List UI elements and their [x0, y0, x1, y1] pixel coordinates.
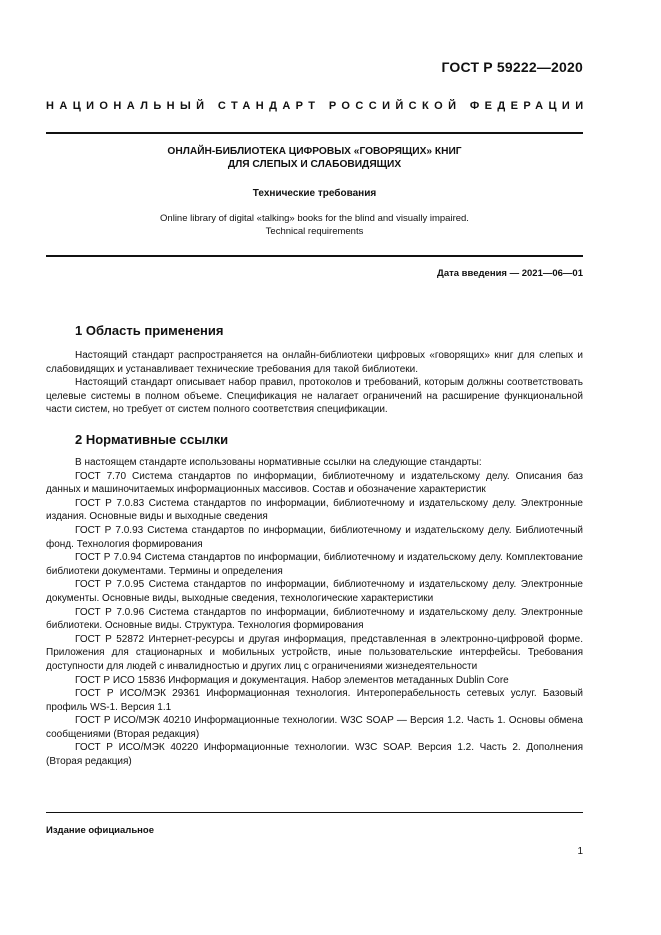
subtitle-ru: Технические требования — [252, 188, 377, 199]
official-edition-label: Издание официальное — [46, 825, 154, 836]
section-2-heading: 2 Нормативные ссылки — [75, 432, 229, 447]
title-ru — [46, 145, 583, 171]
section-1-heading: 1 Область применения — [75, 323, 224, 338]
page-number: 1 — [577, 846, 583, 857]
reference-item: ГОСТ Р ИСО/МЭК 29361 Информационная технология. Интероперабельность сетевых услуг. Базовый профиль WS-1. Версия 1.1 — [46, 688, 583, 713]
section-1-body — [46, 349, 583, 417]
reference-item: ГОСТ Р 52872 Интернет-ресурсы и другая информация, представленная в электронно-цифровой форме. Приложения для стационарных и мобильных устройств, иные пользовательские интерфейсы. Требования доступности для людей с инвалидностью и других лиц с ограничениями жизнедеятельности — [46, 633, 583, 672]
national-standard-banner: НАЦИОНАЛЬНЫЙ СТАНДАРТ РОССИЙСКОЙ ФЕДЕРАЦИИ — [46, 100, 589, 112]
header-divider — [46, 132, 583, 134]
section-2-body — [46, 456, 583, 769]
introduction-date: Дата введения — 2021—06—01 — [437, 268, 583, 279]
reference-item: ГОСТ Р ИСО 15836 Информация и документация. Набор элементов метаданных Dublin Core — [75, 674, 509, 686]
paragraph: Настоящий стандарт распространяется на онлайн-библиотеки цифровых «говорящих» книг для слепых и слабовидящих и устанавливает технические требования для такой библиотеки. — [46, 350, 583, 375]
reference-item: ГОСТ Р ИСО/МЭК 40210 Информационные технологии. W3C SOAP — Версия 1.2. Часть 1. Основы обмена сообщениями (Вторая редакция) — [46, 715, 583, 740]
title-divider — [46, 255, 583, 257]
title-en-line-1: Online library of digital «talking» books for the blind and visually impaired. — [160, 213, 469, 224]
title-en — [46, 212, 583, 238]
footer-divider — [46, 812, 583, 813]
reference-item: ГОСТ 7.70 Система стандартов по информации, библиотечному и издательскому делу. Описания баз данных и машиночитаемых информационных массивов. Состав и обозначение характеристик — [46, 470, 583, 496]
reference-item: ГОСТ Р ИСО/МЭК 40220 Информационные технологии. W3C SOAP. Версия 1.2. Часть 2. Дополнения (Вторая редакция) — [46, 742, 583, 768]
paragraph: В настоящем стандарте использованы нормативные ссылки на следующие стандарты: — [75, 457, 482, 468]
paragraph: Настоящий стандарт описывает набор правил, протоколов и требований, которым должны соответствовать целевые системы в полном объеме. Спецификация не налагает ограничений на расширение функциональной части систем, но требует от систем полного соответствия спецификации. — [46, 377, 583, 416]
reference-item: ГОСТ Р 7.0.95 Система стандартов по информации, библиотечному и издательскому делу. Электронные документы. Основные виды, выходные сведения, технологические характеристики — [46, 579, 583, 604]
document-id: ГОСТ Р 59222—2020 — [441, 59, 583, 75]
reference-item: ГОСТ Р 7.0.93 Система стандартов по информации, библиотечному и издательскому делу. Библиотечный фонд. Технология формирования — [46, 524, 583, 550]
document-page — [46, 0, 589, 935]
title-en-line-2: Technical requirements — [265, 226, 364, 237]
title-ru-line-2: ДЛЯ СЛЕПЫХ И СЛАБОВИДЯЩИХ — [227, 159, 402, 170]
reference-item: ГОСТ Р 7.0.94 Система стандартов по информации, библиотечному и издательскому делу. Комплектование библиотеки документами. Термины и определения — [46, 552, 583, 577]
title-ru-line-1: ОНЛАЙН-БИБЛИОТЕКА ЦИФРОВЫХ «ГОВОРЯЩИХ» КНИГ — [167, 146, 462, 157]
reference-item: ГОСТ Р 7.0.83 Система стандартов по информации, библиотечному и издательскому делу. Электронные издания. Основные виды и выходные сведения — [46, 497, 583, 523]
reference-item: ГОСТ Р 7.0.96 Система стандартов по информации, библиотечному и издательскому делу. Электронные библиотеки. Основные виды. Структура. Технология формирования — [46, 606, 583, 632]
